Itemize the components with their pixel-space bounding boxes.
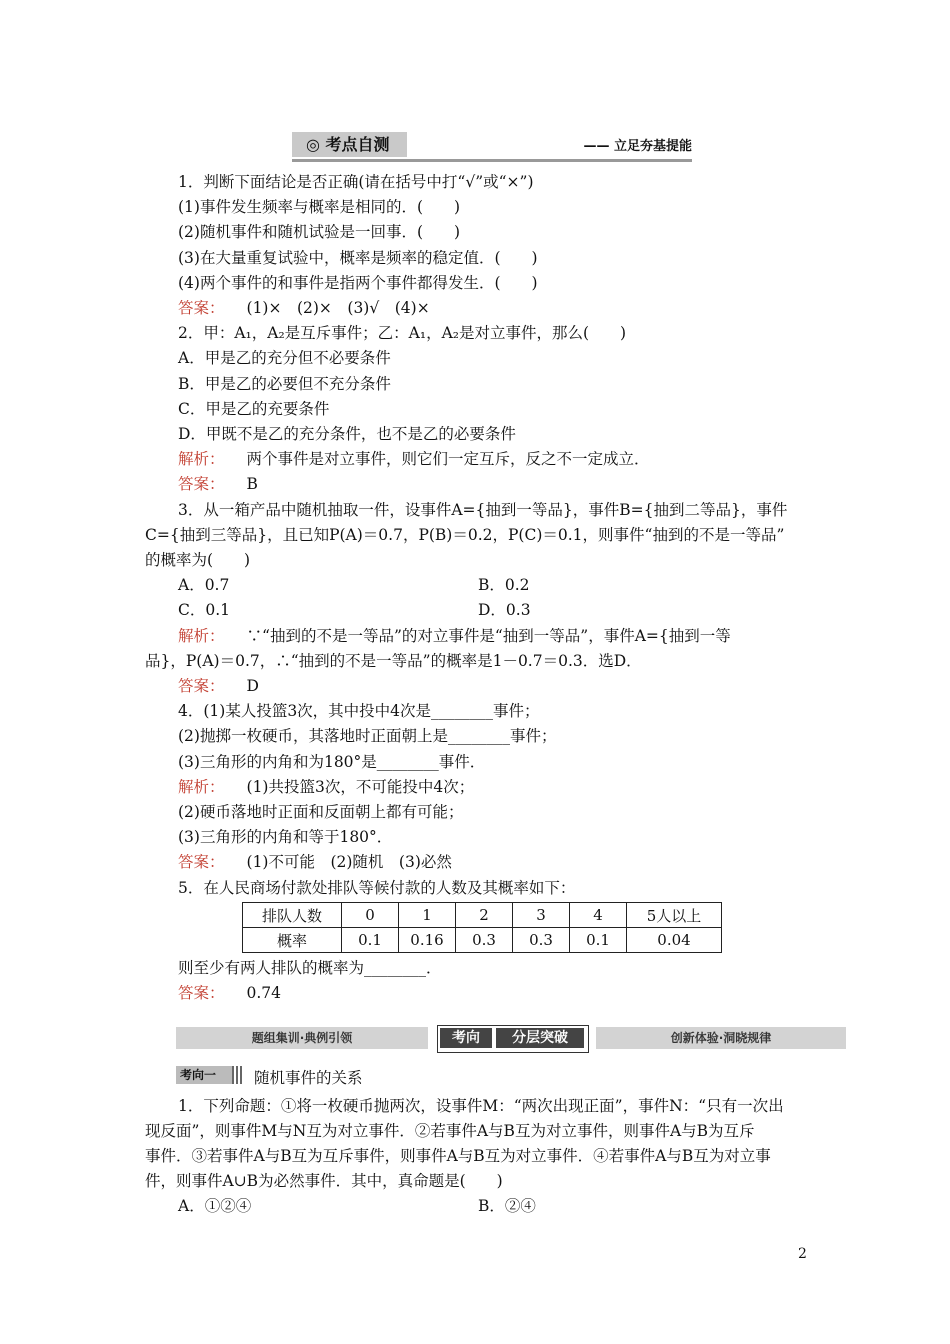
line-text: 5．在人民商场付款处排队等候付款的人数及其概率如下： <box>178 878 576 897</box>
section-bar-left: 题组集训·典例引领 <box>176 1027 428 1049</box>
section-tag-a: 考向 <box>440 1028 492 1048</box>
text-line <box>145 549 250 571</box>
table-cell: 0.1 <box>342 928 399 953</box>
table-cell: 排队人数 <box>243 903 342 928</box>
text-line <box>178 221 460 243</box>
line-text: 两个事件是对立事件，则它们一定互斥，反之不一定成立． <box>246 450 650 469</box>
option-right: D．0.3 <box>478 601 531 620</box>
line-text: (1)不可能 (2)随机 (3)必然 <box>246 853 452 872</box>
kaoxiang-title: 随机事件的关系 <box>254 1069 363 1087</box>
table-cell: 2 <box>456 903 513 928</box>
text-line <box>178 801 463 823</box>
text-line <box>178 700 540 722</box>
line-text: D <box>246 677 259 695</box>
table-cell: 0.1 <box>570 928 627 953</box>
text-line <box>178 423 516 445</box>
option-right: B．0.2 <box>478 576 530 595</box>
line-text: C．0.1 <box>178 601 231 620</box>
page-number: 2 <box>798 1246 807 1262</box>
banner-title: ◎ 考点自测 <box>292 132 407 157</box>
line-text: (2)抛掷一枚硬币，其落地时正面朝上是________事件； <box>178 727 557 746</box>
table-cell: 1 <box>399 903 456 928</box>
line-text: B．甲是乙的必要但不充分条件 <box>178 374 391 393</box>
answer-label: 答案： <box>178 984 225 1002</box>
text-line <box>178 574 530 596</box>
line-text: (1)事件发生频率与概率是相同的．( ) <box>178 198 461 217</box>
line-text: (4)两个事件的和事件是指两个事件都得发生．( ) <box>178 273 538 292</box>
line-text: 则至少有两人排队的概率为________． <box>178 959 442 977</box>
line-text: A．甲是乙的充分但不必要条件 <box>178 349 391 368</box>
text-line <box>178 851 452 873</box>
table-row <box>243 928 722 953</box>
line-text: (3)三角形的内角和为180°是________事件． <box>178 752 486 771</box>
text-line <box>178 1095 784 1117</box>
line-text: 2．甲：A₁，A₂是互斥事件；乙：A₁，A₂是对立事件，那么( ) <box>178 324 627 343</box>
kaoxiang-tag-stripes <box>232 1066 244 1084</box>
text-line <box>178 751 485 773</box>
text-line <box>145 1170 503 1192</box>
text-line <box>178 625 731 647</box>
text-line <box>178 473 258 495</box>
text-line <box>178 877 575 899</box>
text-line <box>178 982 281 1004</box>
section-bar-center <box>437 1025 589 1053</box>
line-text: 的概率为( ) <box>145 551 251 569</box>
section-bar-right: 创新体验·洞晓规律 <box>596 1027 846 1049</box>
text-line <box>178 322 626 344</box>
answer-label: 解析： <box>178 626 225 645</box>
line-text: (1)× (2)× (3)√ (4)× <box>246 299 430 317</box>
line-text: (2)随机事件和随机试验是一回事．( ) <box>178 223 461 242</box>
table-cell: 0.16 <box>399 928 456 953</box>
probability-table <box>242 902 722 953</box>
line-text: 事件．③若事件A与B互为互斥事件，则事件A与B互为对立事件．④若事件A与B互为对立事 <box>145 1147 771 1165</box>
text-line <box>178 675 259 697</box>
line-text: 3．从一箱产品中随机抽取一件，设事件A={抽到一等品}，事件B={抽到二等品}，事件 <box>178 500 788 519</box>
text-line <box>178 272 538 294</box>
table-cell: 概率 <box>243 928 342 953</box>
answer-label: 答案： <box>178 475 225 494</box>
section-banner-kaodian <box>292 132 692 160</box>
text-line <box>178 398 329 420</box>
banner-rule <box>292 159 692 162</box>
text-line <box>178 297 430 319</box>
table-cell: 0 <box>342 903 399 928</box>
line-text: (1)共投篮3次，不可能投中4次； <box>246 777 475 796</box>
line-text: 1．判断下面结论是否正确(请在括号中打“√”或“×”) <box>178 173 534 191</box>
text-line <box>178 826 392 848</box>
text-line <box>145 524 784 546</box>
line-text: (2)硬币落地时正面和反面朝上都有可能； <box>178 803 464 821</box>
text-line <box>145 1145 771 1167</box>
line-text: D．甲既不是乙的充分条件，也不是乙的必要条件 <box>178 425 516 443</box>
line-text: C={抽到三等品}，且已知P(A)＝0.7，P(B)＝0.2，P(C)＝0.1，则事件“抽到的不是一等品” <box>145 525 785 544</box>
answer-label: 答案： <box>178 677 225 695</box>
table-cell: 3 <box>513 903 570 928</box>
line-text: A．①②④ <box>178 1197 252 1215</box>
text-line <box>178 599 531 621</box>
table-row <box>243 903 722 928</box>
line-text: C．甲是乙的充要条件 <box>178 399 330 418</box>
text-line <box>178 725 556 747</box>
text-line <box>178 448 650 470</box>
text-line <box>178 247 538 269</box>
line-text: 4．(1)某人投篮3次，其中投中4次是________事件； <box>178 702 540 721</box>
option-right: B．②④ <box>478 1197 536 1215</box>
text-line <box>178 196 460 218</box>
table-cell: 4 <box>570 903 627 928</box>
table-cell: 0.3 <box>513 928 570 953</box>
banner-subtitle: —— 立足夯基提能 <box>583 139 692 154</box>
table-cell: 0.3 <box>456 928 513 953</box>
answer-label: 解析： <box>178 450 225 469</box>
line-text: 现反面”，则事件M与N互为对立事件．②若事件A与B互为对立事件，则事件A与B为互斥 <box>145 1122 755 1140</box>
line-text: 件，则事件A∪B为必然事件．其中，真命题是( ) <box>145 1172 503 1190</box>
line-text: 0.74 <box>246 984 282 1002</box>
kaoxiang-tag: 考向一 <box>176 1066 242 1084</box>
text-line <box>178 957 442 979</box>
text-line <box>145 650 642 672</box>
answer-label: 答案： <box>178 853 225 872</box>
text-line <box>178 171 534 193</box>
line-text: B <box>246 475 258 494</box>
text-line <box>178 373 391 395</box>
text-line <box>178 776 474 798</box>
text-line <box>145 1120 755 1142</box>
answer-label: 解析： <box>178 777 225 796</box>
answer-label: 答案： <box>178 299 225 317</box>
table-cell: 5人以上 <box>627 903 722 928</box>
line-text: 品}，P(A)＝0.7，∴“抽到的不是一等品”的概率是1－0.7＝0.3．选D． <box>145 651 642 670</box>
table-cell: 0.04 <box>627 928 722 953</box>
line-text: (3)三角形的内角和等于180°． <box>178 828 393 847</box>
text-line <box>178 499 787 521</box>
line-text: A．0.7 <box>178 576 230 595</box>
line-text: (3)在大量重复试验中，概率是频率的稳定值．( ) <box>178 248 538 267</box>
text-line <box>178 1195 536 1217</box>
section-tag-b: 分层突破 <box>496 1028 584 1048</box>
text-line <box>178 347 391 369</box>
line-text: 1．下列命题：①将一枚硬币抛两次，设事件M：“两次出现正面”，事件N：“只有一次出 <box>178 1097 784 1115</box>
line-text: ∵“抽到的不是一等品”的对立事件是“抽到一等品”，事件A={抽到一等 <box>246 626 731 645</box>
